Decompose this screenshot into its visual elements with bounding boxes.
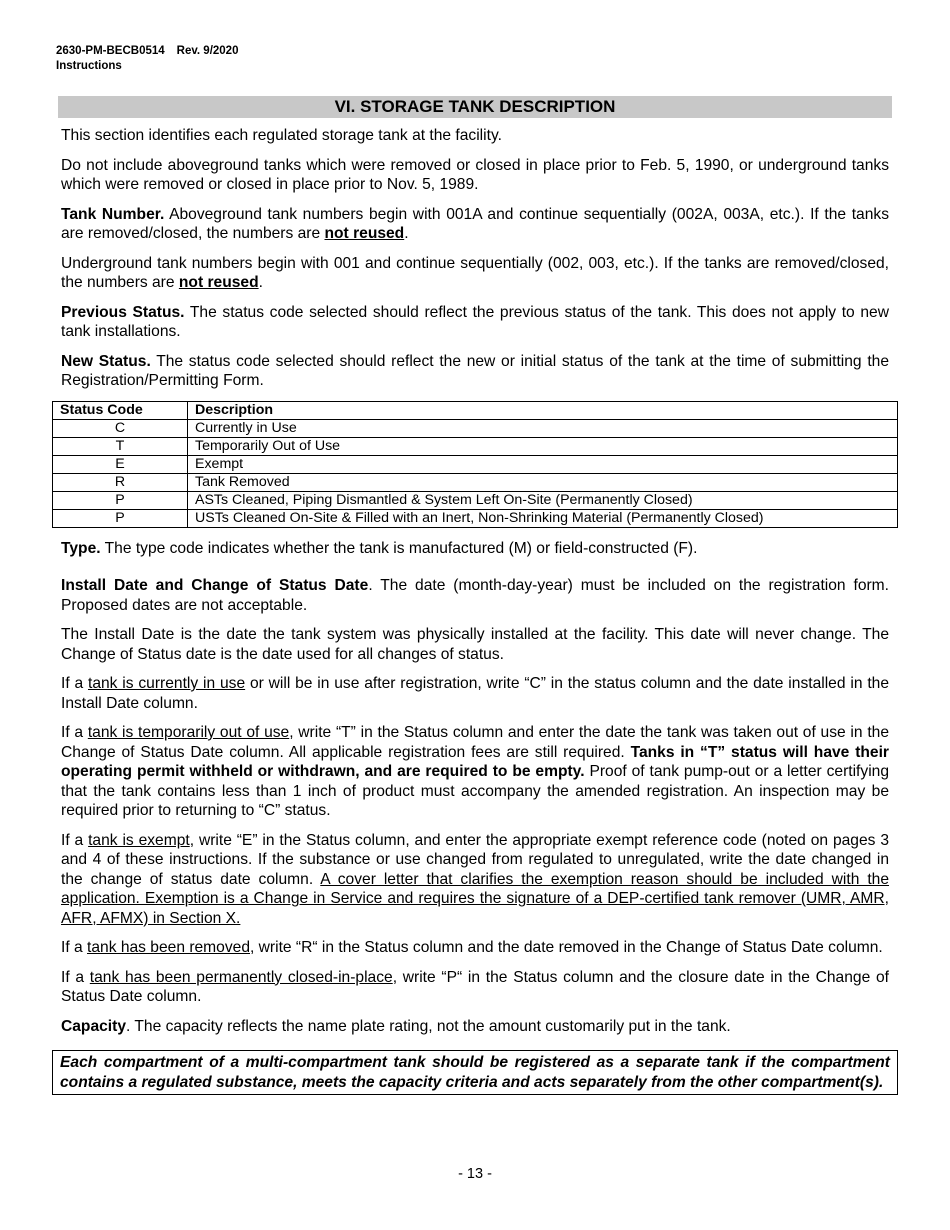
capacity-label: Capacity (61, 1017, 127, 1035)
tank-number-label: Tank Number. (61, 205, 165, 223)
table-row (53, 437, 898, 455)
previous-status-label: Previous Status. (61, 303, 185, 321)
status-code-cell: P (53, 509, 188, 527)
ug-not-reused-emphasis: not reused (178, 274, 259, 291)
table-row (53, 419, 898, 437)
in-use-term: tank is currently in use (88, 675, 246, 692)
status-code-table (52, 401, 898, 528)
status-code-cell: T (53, 437, 188, 455)
temp-out-warning: Tanks in “T” status will have their operating permit withheld or withdrawn, and are required to be empty. (61, 743, 889, 780)
table-row (53, 491, 898, 509)
compartment-note-box: Each compartment of a multi-compartment tank should be registered as a separate tank if the compartment contains a regulated substance, meets the capacity criteria and acts separately from the other compartment(s). (52, 1050, 898, 1095)
new-status-label: New Status. (61, 352, 151, 370)
intro-paragraph: This section identifies each regulated storage tank at the facility. (61, 127, 502, 144)
not-reused-emphasis: not reused (324, 225, 405, 242)
closed-term: tank has been permanently closed-in-place (89, 968, 393, 986)
status-code-cell: E (53, 455, 188, 473)
status-code-cell: R (53, 473, 188, 491)
install-date-label: Install Date and Change of Status Date (61, 577, 369, 594)
table-row (53, 455, 898, 473)
status-code-cell: P (53, 491, 188, 509)
tank-number-paragraph: Tank Number. Aboveground tank numbers begin with 001A and continue sequentially (002A, 003A, etc.). If the tanks are removed/closed, the numbers are not reused. (61, 205, 889, 242)
in-use-paragraph: If a tank is currently in use or will be in use after registration, write “C” in the status column and the date installed in the Install Date column. (61, 675, 889, 712)
doc-subtitle: Instructions (56, 60, 122, 72)
document-header (56, 44, 238, 74)
status-code-cell: C (53, 419, 188, 437)
table-row (53, 509, 898, 527)
type-paragraph: Type. The type code indicates whether the tank is manufactured (M) or field-constructed (F). (61, 539, 698, 557)
closed-paragraph: If a tank has been permanently closed-in-place, write “P“ in the Status column and the closure date in the Change of Status Date column. (61, 968, 889, 1005)
revision: Rev. 9/2020 (176, 45, 239, 57)
removed-paragraph: If a tank has been removed, write “R“ in the Status column and the date removed in the Change of Status Date column. (61, 939, 883, 956)
install-date-paragraph: Install Date and Change of Status Date. The date (month-day-year) must be included on the registration form. Proposed dates are not acceptable. (61, 577, 890, 614)
doc-id: 2630-PM-BECB0514 (56, 45, 165, 57)
exempt-term: tank is exempt (88, 831, 190, 849)
temp-out-term: tank is temporarily out of use (87, 724, 290, 741)
type-label: Type. (61, 539, 101, 557)
temp-out-paragraph: If a tank is temporarily out of use, write “T” in the Status column and enter the date the tank was taken out of use in the Change of Status Date column. All applicable registration fees are still required. Tanks in “T” status will have their operating permit withheld or withdrawn, and are required to be empty. Proof of tank pump-out or a letter certifying that the tank contains less than 1 inch of product must accompany the amended registration. An inspection may be required prior to returning to “C” status. (61, 724, 889, 819)
underground-number-paragraph: Underground tank numbers begin with 001 and continue sequentially (002, 003, etc.). If the tanks are removed/closed, the numbers are not reused. (61, 254, 889, 291)
description-cell: Tank Removed (188, 473, 898, 491)
capacity-paragraph: Capacity. The capacity reflects the name plate rating, not the amount customarily put in the tank. (61, 1017, 731, 1035)
removed-term: tank has been removed (87, 939, 250, 956)
new-status-paragraph: New Status. The status code selected should reflect the new or initial status of the tank at the time of submitting the Registration/Permitting Form. (61, 352, 889, 389)
description-header: Description (188, 401, 898, 419)
status-code-header: Status Code (53, 401, 188, 419)
previous-status-paragraph: Previous Status. The status code selected should reflect the previous status of the tank. This does not apply to new tank installations. (61, 303, 889, 340)
exclusion-paragraph: Do not include aboveground tanks which were removed or closed in place prior to Feb. 5, 1990, or underground tanks which were removed or closed in place prior to Nov. 5, 1989. (61, 156, 889, 193)
table-row (53, 473, 898, 491)
exempt-requirement: A cover letter that clarifies the exemption reason should be included with the application. Exemption is a Change in Service and requires the signature of a DEP-certified tank remover (UMR, AMR, AFR, AFMX) in Section X. (61, 870, 890, 927)
exempt-paragraph: If a tank is exempt, write “E” in the Status column, and enter the appropriate exempt reference code (noted on pages 3 and 4 of these instructions. If the substance or use changed from regulated to unregulated, write the date changed in the change of status date column. A cover letter that clarifies the exemption reason should be included with the application. Exemption is a Change in Service and requires the signature of a DEP-certified tank remover (UMR, AMR, AFR, AFMX) in Section X. (61, 831, 890, 927)
description-cell: USTs Cleaned On-Site & Filled with an Inert, Non-Shrinking Material (Permanently Closed) (188, 509, 898, 527)
install-date-detail-paragraph: The Install Date is the date the tank system was physically installed at the facility. This date will never change. The Change of Status date is the date used for all changes of status. (61, 626, 889, 663)
description-cell: Temporarily Out of Use (188, 437, 898, 455)
page-number: - 13 - (458, 1166, 492, 1182)
table-header-row (53, 401, 898, 419)
page-content (58, 96, 892, 1095)
section-title: VI. STORAGE TANK DESCRIPTION (58, 96, 892, 118)
description-cell: Currently in Use (188, 419, 898, 437)
description-cell: Exempt (188, 455, 898, 473)
description-cell: ASTs Cleaned, Piping Dismantled & System Left On-Site (Permanently Closed) (188, 491, 898, 509)
